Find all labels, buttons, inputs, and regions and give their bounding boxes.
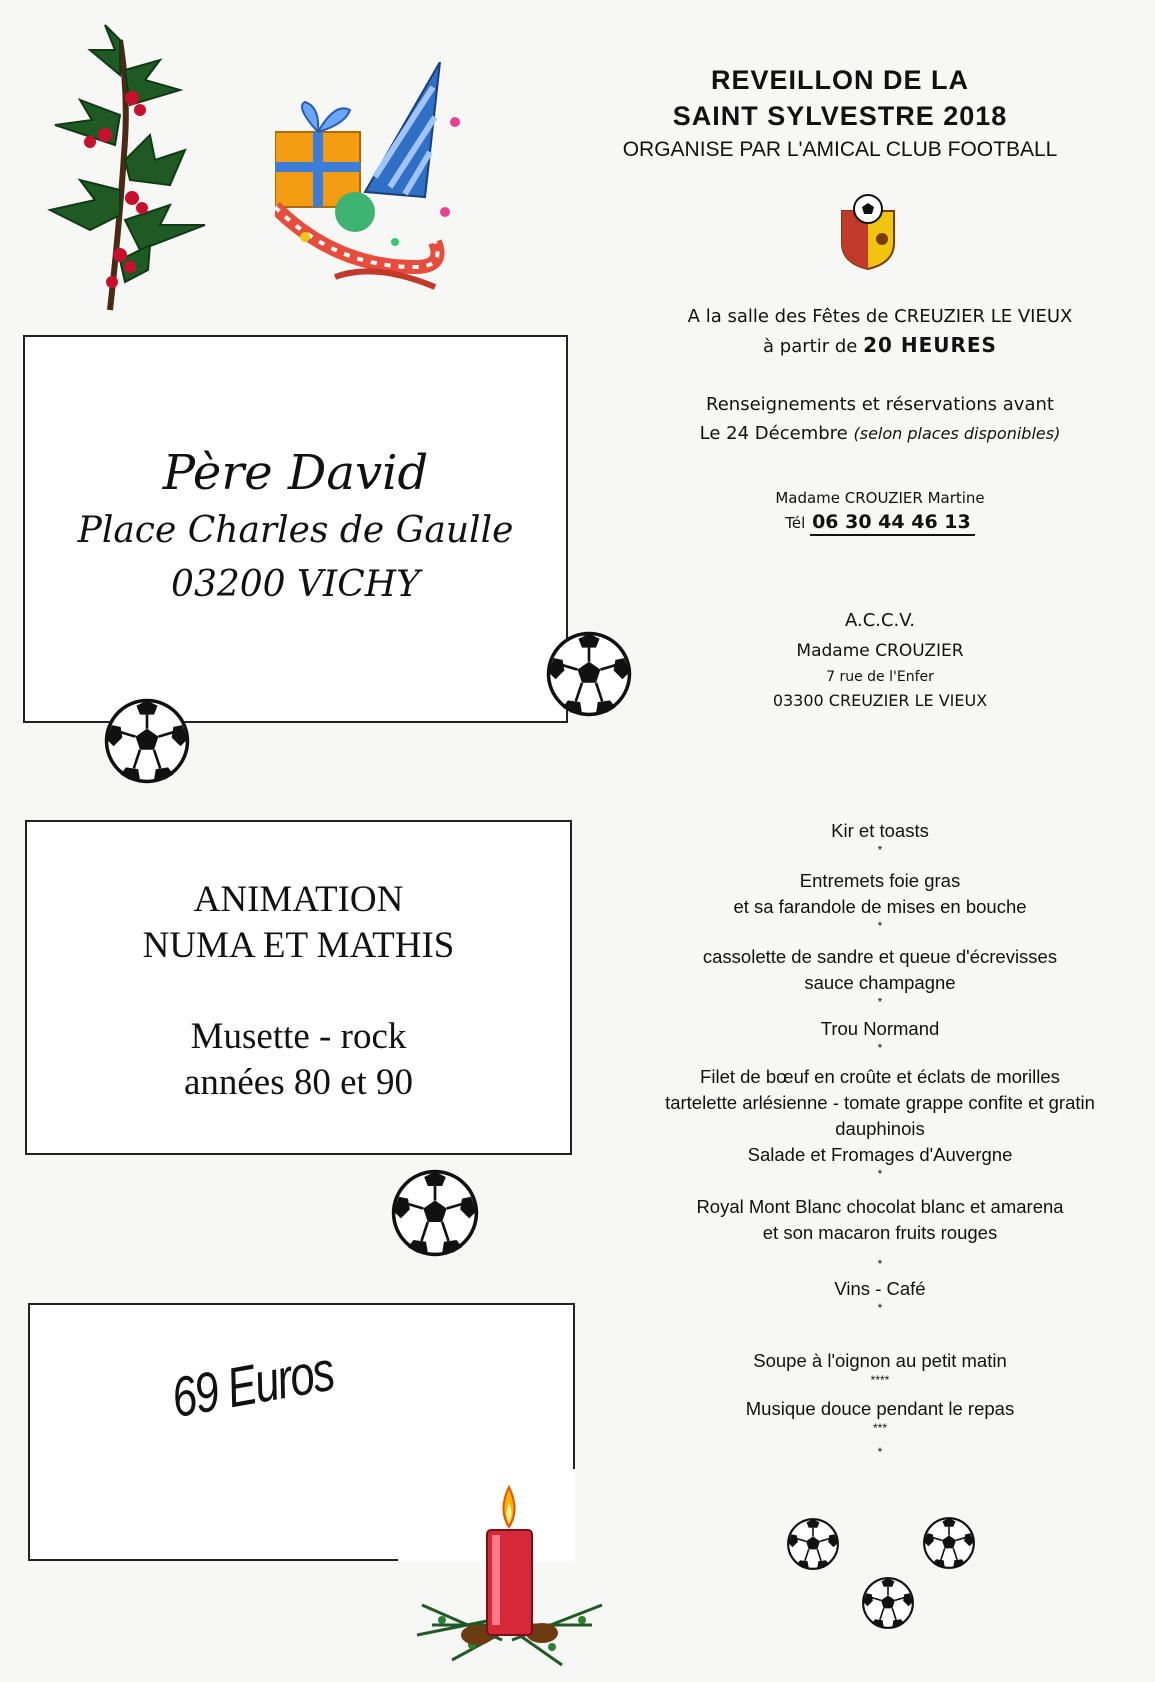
animation-box bbox=[25, 820, 572, 1155]
menu-separator: **** bbox=[870, 1373, 890, 1387]
party-gifts-icon bbox=[275, 62, 475, 307]
menu-item: Salade et Fromages d'Auvergne bbox=[747, 1144, 1013, 1165]
menu-separator: * bbox=[877, 1257, 883, 1271]
menu-separator: * bbox=[877, 995, 883, 1009]
menu-item: Filet de bœuf en croûte et éclats de morilles bbox=[700, 1066, 1060, 1087]
reservation-note: (selon places disponibles) bbox=[853, 424, 1061, 443]
menu-item: dauphinois bbox=[835, 1118, 925, 1139]
football-icon bbox=[103, 697, 191, 785]
address-city: 03300 CREUZIER LE VIEUX bbox=[772, 691, 988, 710]
contact-tel-label: Tél bbox=[785, 514, 806, 532]
candle-icon bbox=[412, 1475, 607, 1675]
address-street: 7 rue de l'Enfer bbox=[826, 669, 934, 685]
price-label: 69 Euros bbox=[166, 1338, 338, 1430]
menu-separator: * bbox=[877, 1041, 883, 1055]
menu-separator: * bbox=[877, 919, 883, 933]
venue-time-prefix: à partir de bbox=[763, 336, 858, 357]
address-name: Madame CROUZIER bbox=[796, 641, 964, 661]
address-org: A.C.C.V. bbox=[844, 610, 915, 631]
event-title-line1: REVEILLON DE LA bbox=[710, 65, 969, 95]
football-icon bbox=[786, 1517, 840, 1571]
club-crest-icon bbox=[838, 193, 898, 271]
menu-item: et sa farandole de mises en bouche bbox=[733, 896, 1027, 917]
football-icon bbox=[390, 1168, 480, 1258]
menu-item: sauce champagne bbox=[804, 972, 956, 993]
menu-item: cassolette de sandre et queue d'écrevisses bbox=[702, 946, 1058, 967]
holly-icon bbox=[20, 20, 210, 315]
reservation-date-line bbox=[600, 419, 1155, 448]
animation-artists: NUMA ET MATHIS bbox=[142, 925, 455, 966]
organizer-line: ORGANISE PAR L'AMICAL CLUB FOOTBALL bbox=[622, 138, 1058, 161]
sponsor-box bbox=[23, 335, 568, 723]
animation-title: ANIMATION bbox=[193, 879, 404, 920]
menu-separator: *** bbox=[872, 1421, 887, 1435]
menu-separator: * bbox=[877, 1167, 883, 1181]
menu-item: Kir et toasts bbox=[831, 820, 929, 841]
menu-item: Vins - Café bbox=[834, 1278, 926, 1299]
menu-item: et son macaron fruits rouges bbox=[762, 1222, 998, 1243]
menu-separator: * bbox=[877, 1301, 883, 1315]
menu-separator: * bbox=[877, 843, 883, 857]
football-icon bbox=[861, 1576, 915, 1630]
menu-separator: * bbox=[877, 1445, 883, 1459]
sponsor-city: 03200 VICHY bbox=[171, 564, 420, 605]
sponsor-name: Père David bbox=[162, 445, 429, 501]
event-title-line2: SAINT SYLVESTRE 2018 bbox=[672, 101, 1008, 131]
reservation-date: Le 24 Décembre bbox=[699, 423, 848, 444]
menu-item: tartelette arlésienne - tomate grappe confite et gratin bbox=[665, 1092, 1095, 1113]
reservation-line: Renseignements et réservations avant bbox=[706, 394, 1054, 415]
contact-phone[interactable]: 06 30 44 46 13 bbox=[810, 511, 975, 536]
animation-style: Musette - rock bbox=[190, 1016, 407, 1057]
menu-item: Musique douce pendant le repas bbox=[745, 1398, 1015, 1419]
venue-line: A la salle des Fêtes de CREUZIER LE VIEUX bbox=[687, 306, 1073, 327]
menu-item: Royal Mont Blanc chocolat blanc et amarena bbox=[696, 1196, 1064, 1217]
menu bbox=[620, 818, 1140, 1458]
contact-name: Madame CROUZIER Martine bbox=[775, 489, 985, 507]
menu-item: Soupe à l'oignon au petit matin bbox=[753, 1350, 1007, 1371]
football-icon bbox=[545, 630, 633, 718]
football-icon bbox=[922, 1516, 976, 1570]
sponsor-street: Place Charles de Gaulle bbox=[77, 510, 514, 551]
venue-time-line bbox=[600, 331, 1155, 361]
menu-item: Entremets foie gras bbox=[799, 870, 961, 891]
contact-phone-line bbox=[650, 509, 1110, 536]
venue-time: 20 HEURES bbox=[863, 333, 997, 357]
menu-item: Trou Normand bbox=[820, 1018, 940, 1039]
animation-era: années 80 et 90 bbox=[183, 1062, 414, 1103]
